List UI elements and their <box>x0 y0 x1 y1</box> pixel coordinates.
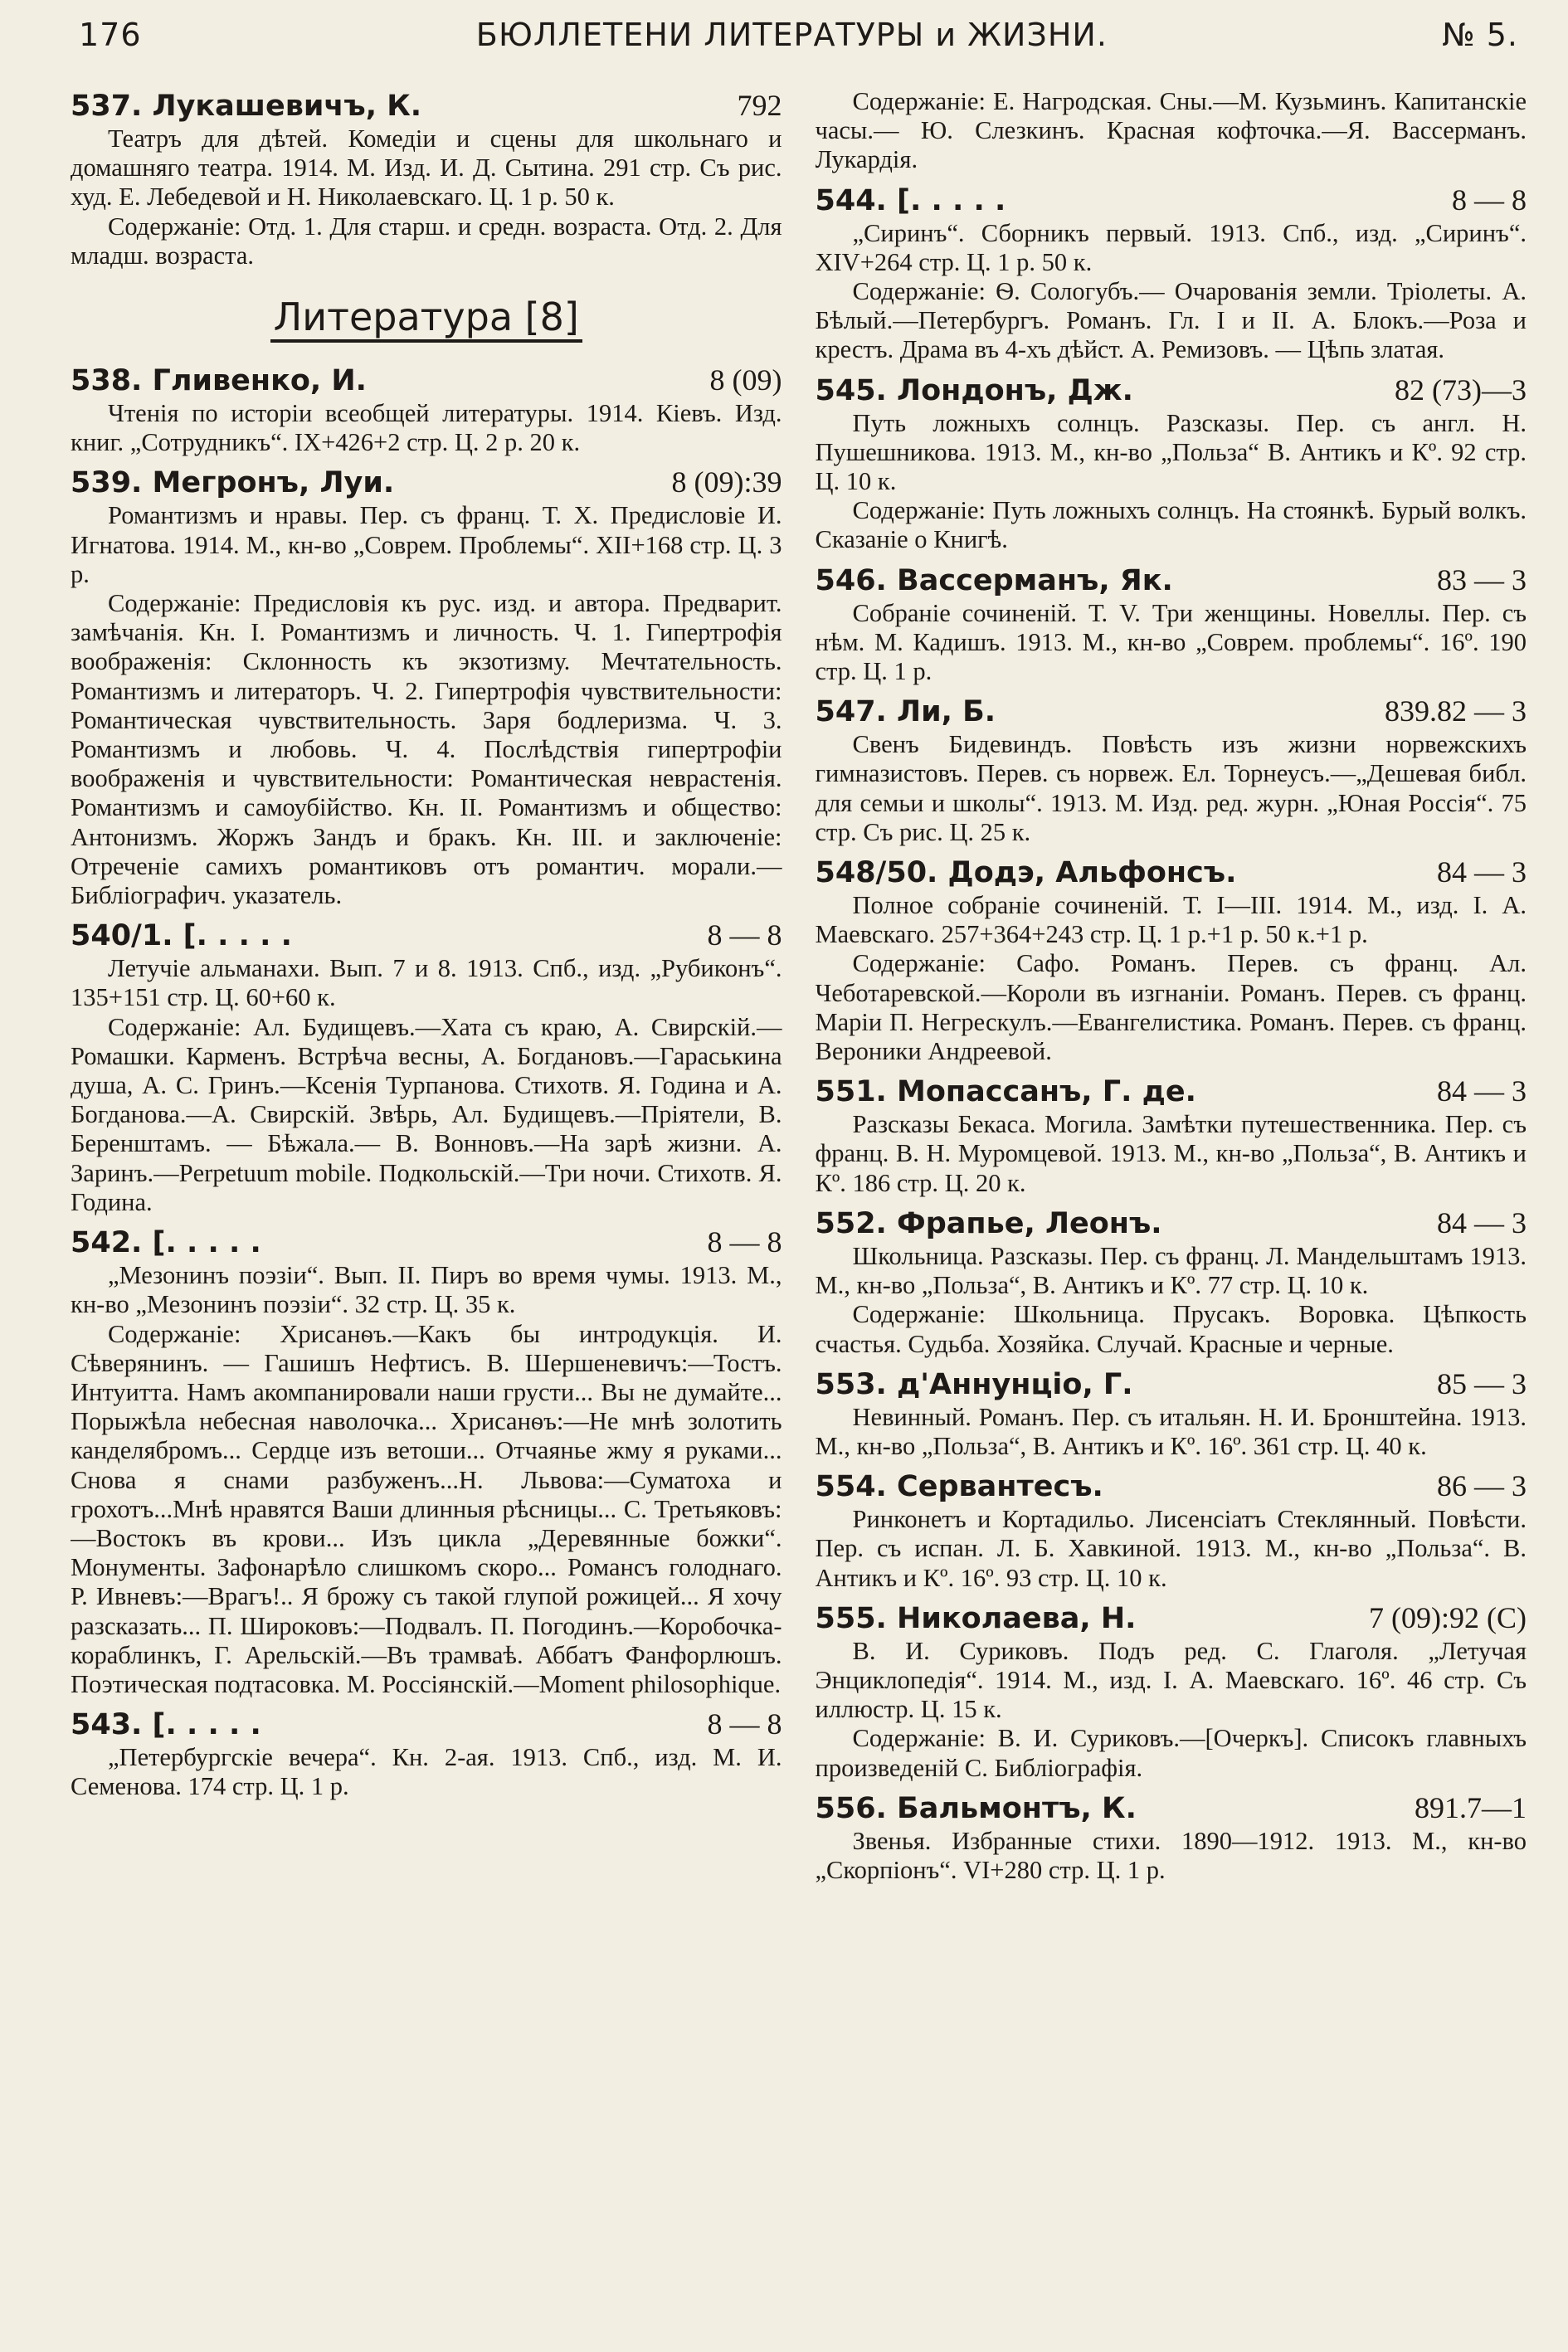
entry-author: 552. Фрапье, Леонъ. <box>815 1206 1162 1240</box>
entry-heading <box>816 693 1527 730</box>
entry-author: 553. д'Аннунціо, Г. <box>815 1367 1133 1401</box>
entry-class-number: 8 — 8 <box>707 1225 782 1259</box>
running-head <box>79 17 1518 66</box>
entry-description: В. И. Суриковъ. Подъ ред. С. Глаголя. „Летучая Энциклопедія“. 1914. М., изд. I. А. Маевскаго. 16º. 46 стр. Съ иллюстр. Ц. 15 к. <box>815 1636 1527 1724</box>
entry-class-number: 8 (09) <box>709 363 782 397</box>
entry-description: Звенья. Избранные стихи. 1890—1912. 1913. М., кн-во „Скорпіонъ“. VI+280 стр. Ц. 1 р. <box>815 1826 1527 1884</box>
entry-556 <box>816 1790 1527 1885</box>
entry-description: „Петербургскіе вечера“. Кн. 2-ая. 1913. Спб., изд. М. И. Семенова. 174 стр. Ц. 1 р. <box>71 1743 782 1801</box>
entry-heading <box>816 1205 1527 1242</box>
entry-554 <box>816 1468 1527 1593</box>
entry-description: Полное собраніе сочиненій. Т. I—III. 1914. М., изд. I. А. Маевскаго. 257+364+243 стр. Ц. 1 р.+1 р. 50 к.+1 р. <box>815 891 1527 949</box>
entry-description: Невинный. Романъ. Пер. съ итальян. Н. И. Бронштейна. 1913. М., кн-во „Польза“, В. Антикъ и Кº. 16º. 361 стр. Ц. 40 к. <box>815 1402 1527 1460</box>
journal-title: БЮЛЛЕТЕНИ ЛИТЕРАТУРЫ и ЖИЗНИ. <box>475 17 1108 53</box>
entry-heading <box>71 1706 782 1743</box>
entry-author: 547. Ли, Б. <box>815 695 996 729</box>
entry-author: 546. Вассерманъ, Як. <box>815 563 1173 597</box>
entry-class-number: 8 (09):39 <box>671 465 782 499</box>
entry-contents: Содержаніе: Предисловія къ рус. изд. и автора. Предварит. замѣчанія. Кн. I. Романтизмъ и личность. Ч. 1. Гипертрофія воображенія: Склонность къ экзотизму. Мечтательность. Романтизмъ и литераторъ. Ч. 2. Гипертрофія чувствительности: Романтическая чувствительность. Заря бодлеризма. Ч. 3. Романтизмъ и любовь. Ч. 4. Послѣдствія гипертрофіи воображенія и чувствительности: Романтическая неврастенія. Романтизмъ и самоубійство. Кн. II. Романтизмъ и общество: Антонизмъ. Жоржъ Зандъ и бракъ. Кн. III. и заключеніе: Отреченіе самихъ романтиковъ отъ романтич. морали.—Библіографич. указатель. <box>71 589 782 910</box>
entry-class-number: 792 <box>737 89 782 122</box>
entry-heading <box>816 1468 1527 1505</box>
entry-description: Театръ для дѣтей. Комедіи и сцены для школьнаго и домашняго театра. 1914. М. Изд. И. Д. Сытина. 291 стр. Съ рис. худ. Е. Лебедевой и Н. Николаевскаго. Ц. 1 р. 50 к. <box>71 124 782 212</box>
entry-546 <box>816 562 1527 687</box>
entry-contents: Содержаніе: Ѳ. Сологубъ.— Очарованія земли. Тріолеты. А. Бѣлый.—Петербургъ. Романъ. Гл. I и II. А. Блокъ.—Роза и крестъ. Драма въ 4-хъ дѣйст. А. Ремизовъ. — Цѣпь златая. <box>815 277 1527 364</box>
entry-author: 555. Николаева, Н. <box>815 1601 1137 1635</box>
entry-class-number: 8 — 8 <box>707 1707 782 1741</box>
entry-551 <box>816 1073 1527 1198</box>
entry-contents: Содержаніе: Е. Нагродская. Сны.—М. Кузьминъ. Капитанскіе часы.— Ю. Слезкинъ. Красная кофточка.—Я. Вассерманъ. Лукардія. <box>815 87 1527 174</box>
entry-author: 548/50. Додэ, Альфонсъ. <box>815 856 1237 890</box>
entry-class-number: 8 — 8 <box>1452 183 1527 217</box>
section-title: Литература [8] <box>71 294 782 340</box>
entry-543 <box>71 1706 782 1801</box>
entry-heading <box>816 1073 1527 1110</box>
entry-class-number: 7 (09):92 (С) <box>1369 1600 1527 1634</box>
entry-description: „Мезонинъ поэзіи“. Вып. II. Пиръ во время чумы. 1913. М., кн-во „Мезонинъ поэзіи“. 32 стр. Ц. 35 к. <box>71 1261 782 1319</box>
entry-contents: Содержаніе: Отд. 1. Для старш. и средн. возраста. Отд. 2. Для младш. возраста. <box>71 212 782 270</box>
entry-552 <box>816 1205 1527 1359</box>
entry-heading <box>71 87 782 124</box>
entry-author: 551. Мопассанъ, Г. де. <box>815 1075 1196 1109</box>
entry-537 <box>71 87 782 270</box>
entry-description: Разсказы Бекаса. Могила. Замѣтки путешественника. Пер. съ франц. В. Н. Муромцевой. 1913. М., кн-во „Польза“, В. Антикъ и Кº. 186 стр. Ц. 20 к. <box>815 1110 1527 1197</box>
entry-description: Свенъ Бидевиндъ. Повѣсть изъ жизни норвежскихъ гимназистовъ. Перев. съ норвеж. Ел. Торнеусъ.—„Дешевая библ. для семьи и школы“. 1913. М. Изд. ред. журн. „Юная Россія“. 75 стр. Съ рис. Ц. 25 к. <box>815 730 1527 846</box>
entry-description: „Сиринъ“. Сборникъ первый. 1913. Спб., изд. „Сиринъ“. XIV+264 стр. Ц. 1 р. 50 к. <box>815 218 1527 276</box>
entry-heading <box>816 854 1527 891</box>
entry-author: 554. Сервантесъ. <box>815 1470 1103 1504</box>
entry-contents: Содержаніе: Школьница. Прусакъ. Воровка. Цѣпкость счастья. Судьба. Хозяйка. Случай. Красные и черные. <box>815 1300 1527 1358</box>
entry-author: 545. Лондонъ, Дж. <box>815 373 1133 407</box>
entry-contents: Содержаніе: В. И. Суриковъ.—[Очеркъ]. Списокъ главныхъ произведеній С. Библіографія. <box>815 1724 1527 1782</box>
entry-542 <box>71 1224 782 1699</box>
entry-author: 543. [. . . . . <box>71 1708 261 1742</box>
entry-author: 538. Гливенко, И. <box>71 364 367 398</box>
entry-class-number: 84 — 3 <box>1437 1205 1527 1239</box>
entry-heading <box>816 1366 1527 1403</box>
entry-heading <box>816 1600 1527 1637</box>
entry-description: Собраніе сочиненій. Т. V. Три женщины. Новеллы. Пер. съ нѣм. М. Кадишъ. 1913. М., кн-во „Соврем. проблемы“. 16º. 190 стр. Ц. 1 р. <box>815 598 1527 686</box>
entry-author: 542. [. . . . . <box>71 1226 261 1260</box>
entry-class-number: 891.7—1 <box>1415 1790 1527 1824</box>
entry-description: Школьница. Разсказы. Пер. съ франц. Л. Мандельштамъ 1913. М., кн-во „Польза“, В. Антикъ и Кº. 77 стр. Ц. 10 к. <box>815 1241 1527 1300</box>
entry-heading <box>71 1224 782 1261</box>
right-column <box>816 87 1527 2319</box>
entry-heading <box>816 562 1527 599</box>
left-column <box>71 87 782 2319</box>
entry-540 <box>71 917 782 1217</box>
entry-543-contents <box>816 87 1527 175</box>
entry-description: Путь ложныхъ солнцъ. Разсказы. Пер. съ англ. Н. Пушешникова. 1913. М., кн-во „Польза“ В. Антикъ и Кº. 92 стр. Ц. 10 к. <box>815 408 1527 496</box>
entry-class-number: 8 — 8 <box>707 918 782 952</box>
entry-description: Чтенія по исторіи всеобщей литературы. 1914. Кіевъ. Изд. книг. „Сотрудникъ“. IX+426+2 стр. Ц. 2 р. 20 к. <box>71 399 782 457</box>
issue-number: № 5. <box>1442 17 1518 53</box>
entry-class-number: 84 — 3 <box>1437 855 1527 889</box>
entry-heading <box>816 1790 1527 1827</box>
entry-553 <box>816 1366 1527 1461</box>
entry-555 <box>816 1600 1527 1783</box>
entry-heading <box>71 362 782 399</box>
entry-class-number: 83 — 3 <box>1437 562 1527 597</box>
entry-description: Романтизмъ и нравы. Пер. съ франц. Т. Х. Предисловіе И. Игнатова. 1914. М., кн-во „Соврем. Проблемы“. XII+168 стр. Ц. 3 р. <box>71 501 782 588</box>
page-number: 176 <box>79 17 142 53</box>
entry-contents: Содержаніе: Сафо. Романъ. Перев. съ франц. Ал. Чеботаревской.—Короли въ изгнаніи. Романъ. Перев. съ франц. Маріи П. Негрескулъ.—Евангелистика. Романъ. Перев. съ франц. Вероники Андреевой. <box>815 949 1527 1066</box>
entry-description: Летучіе альманахи. Вып. 7 и 8. 1913. Спб., изд. „Рубиконъ“. 135+151 стр. Ц. 60+60 к. <box>71 954 782 1012</box>
entry-547 <box>816 693 1527 847</box>
entry-548 <box>816 854 1527 1066</box>
entry-heading <box>816 372 1527 409</box>
entry-contents: Содержаніе: Ал. Будищевъ.—Хата съ краю, А. Свирскій.—Ромашки. Карменъ. Встрѣча весны, А. Богдановъ.—Гараськина душа, А. С. Гринъ.—Ксенія Турпанова. Стихотв. Я. Година и А. Богданова.—А. Свирскій. Звѣрь, Ал. Будищевъ.—Пріятели, В. Беренштамъ. — Бѣжала.— В. Вонновъ.—На зарѣ жизни. А. Заринъ.—Perpetuum mobile. Подкольскій.—Три ночи. Стихотв. Я. Година. <box>71 1012 782 1216</box>
entry-heading <box>816 182 1527 219</box>
entry-contents: Содержаніе: Путь ложныхъ солнцъ. На стоянкѣ. Бурый волкъ. Сказаніе о Книгѣ. <box>815 496 1527 554</box>
columns <box>71 87 1527 2319</box>
entry-class-number: 86 — 3 <box>1437 1469 1527 1503</box>
entry-heading <box>71 464 782 501</box>
entry-544 <box>816 182 1527 365</box>
entry-heading <box>71 917 782 954</box>
entry-class-number: 84 — 3 <box>1437 1074 1527 1108</box>
entry-class-number: 85 — 3 <box>1437 1366 1527 1400</box>
entry-author: 544. [. . . . . <box>815 183 1006 217</box>
entry-class-number: 82 (73)—3 <box>1395 373 1527 407</box>
entry-description: Ринконетъ и Кортадильо. Лисенсіатъ Стеклянный. Повѣсти. Пер. съ испан. Л. Б. Хавкиной. 1913. М., кн-во „Польза“. В. Антикъ и Кº. 16º. 93 стр. Ц. 10 к. <box>815 1505 1527 1592</box>
entry-539 <box>71 464 782 910</box>
entry-author: 556. Бальмонтъ, К. <box>815 1791 1137 1825</box>
entry-545 <box>816 372 1527 555</box>
entry-class-number: 839.82 — 3 <box>1385 694 1527 728</box>
entry-author: 537. Лукашевичъ, К. <box>71 90 422 123</box>
entry-538 <box>71 362 782 457</box>
entry-author: 540/1. [. . . . . <box>71 919 292 953</box>
entry-author: 539. Мегронъ, Луи. <box>71 466 395 500</box>
entry-contents: Содержаніе: Хрисанѳъ.—Какъ бы интродукція. И. Сѣверянинъ. — Гашишъ Нефтисъ. В. Шершеневичъ:—Тостъ. Интуитта. Намъ акомпанировали наши грусти... Вы не думайте... Порыжѣла небесная наволочка... Хрисанѳъ:—Не мнѣ золотить канделябромъ... Сердце изъ ветоши... Отчаянье жму я руками... Снова я снами разбуженъ...Н. Львова:—Суматоха и грохотъ...Мнѣ нравятся Ваши длинныя рѣсницы... С. Третьяковъ:—Востокъ въ крови... Изъ цикла „Деревянные божки“. Монументы. Зафонарѣло слишкомъ скоро... Романсъ голоднаго. Р. Ивневъ:—Врагъ!.. Я брожу съ такой глупой рожицей... Я хочу разсказать... П. Широковъ:—Подвалъ. П. Погодинъ.—Коробочка-кораблинкъ, Г. Арельскій.—Въ трамваѣ. Аббатъ Фанфорлюшъ. Поэтическая подтасовка. М. Россіянскій.—Moment philosophique. <box>71 1319 782 1698</box>
